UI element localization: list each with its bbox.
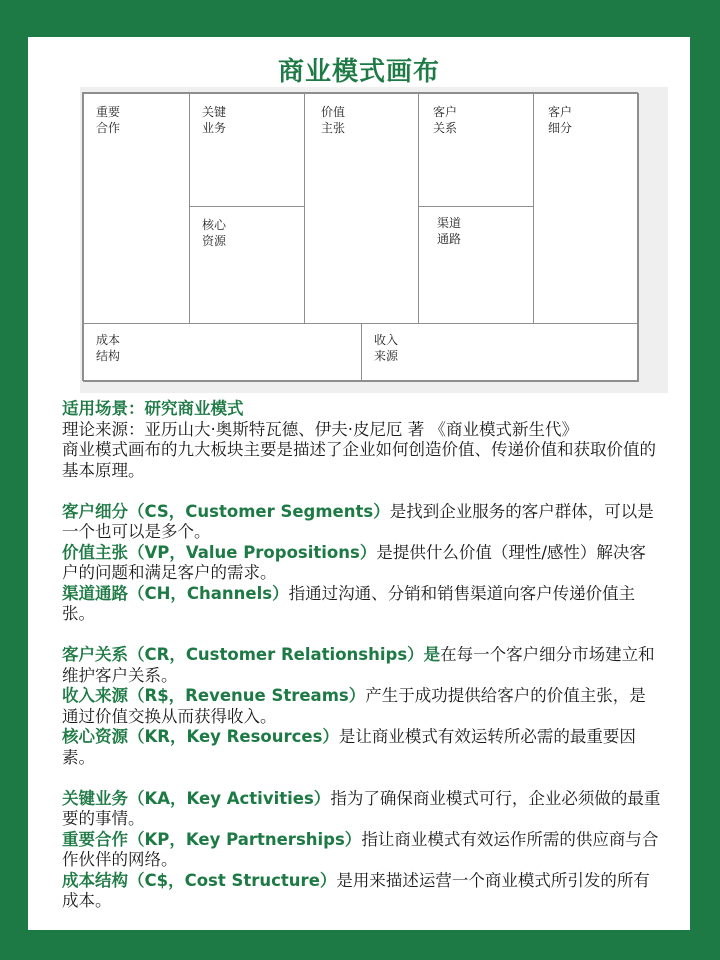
block-term: 成本结构（C$，Cost Structure） [62,870,337,890]
description-section [62,399,662,912]
block-desc: 是提供什么价值（理性/感性）解决客户的问题和满足客户的需求。 [62,542,646,582]
block-definition [62,645,662,686]
cell-customer-relationships [418,93,534,207]
block-term: 渠道通路（CH，Channels） [62,583,289,603]
block-definition [62,830,662,871]
block-term: 核心资源（KR，Key Resources） [62,727,339,746]
cell-key-resources [189,206,305,324]
block-definition [62,543,662,584]
cell-label-kp: 重要 合作 [96,105,121,135]
block-desc: 指通过沟通、分销和销售渠道向客户传递价值主张。 [62,583,636,623]
block-definition [62,584,662,625]
block-desc: 是用来描述运营一个商业模式所引发的所有成本。 [62,870,650,910]
block-term: 客户细分（CS，Customer Segments） [62,501,390,521]
block-desc: 指为了确保商业模式可行，企业必须做的最重要的事情。 [62,788,661,828]
summary-text: 商业模式画布的九大板块主要是描述了企业如何创造价值、传递价值和获取价值的基本原理。 [62,440,656,480]
block-definition [62,686,662,727]
cell-value-propositions [304,93,419,324]
block-definition [62,502,662,543]
page-title: 商业模式画布 [277,57,440,87]
cell-channels [418,206,534,324]
theory-source: 理论来源：亚历山大·奥斯特瓦德、伊夫·皮尼厄 著 《商业模式新生代》 [62,419,578,439]
business-model-canvas [82,92,638,381]
usage-scene: 适用场景：研究商业模式 [62,399,244,418]
cell-label-cs: 客户 细分 [548,105,573,135]
cell-label-ch: 渠道 通路 [437,216,462,246]
cell-label-cr: 客户 关系 [433,105,458,135]
cell-revenue-streams [361,323,639,382]
block-definition [62,789,662,830]
block-term: 客户关系（CR，Customer Relationships）是 [62,645,441,664]
block-term: 收入来源（R$，Revenue Streams） [62,686,366,705]
block-term: 关键业务（KA，Key Activities） [62,788,331,808]
cell-label-kr: 核心 资源 [202,218,227,248]
cell-label-rev: 收入 来源 [374,333,399,363]
block-desc: 在每一个客户细分市场建立和维护客户关系。 [62,645,655,685]
block-term: 价值主张（VP，Value Propositions） [62,542,377,562]
block-term: 重要合作（KP，Key Partnerships） [62,829,362,849]
block-desc: 产生于成功提供给客户的价值主张，是通过价值交换从而获得收入。 [62,686,646,726]
cell-label-ka: 关键 业务 [202,105,227,135]
cell-customer-segments [533,93,639,324]
block-desc: 是找到企业服务的客户群体，可以是一个也可以是多个。 [62,501,654,541]
block-desc: 指让商业模式有效运作所需的供应商与合作伙伴的网络。 [62,829,659,869]
cell-key-partnerships [83,93,190,324]
block-definition [62,727,662,768]
cell-key-activities [189,93,305,207]
cell-label-vp: 价值 主张 [321,105,346,135]
cell-label-cost: 成本 结构 [96,333,121,363]
block-definition [62,871,662,912]
cell-cost-structure [83,323,362,382]
block-desc: 是让商业模式有效运转所必需的最重要因素。 [62,727,636,767]
